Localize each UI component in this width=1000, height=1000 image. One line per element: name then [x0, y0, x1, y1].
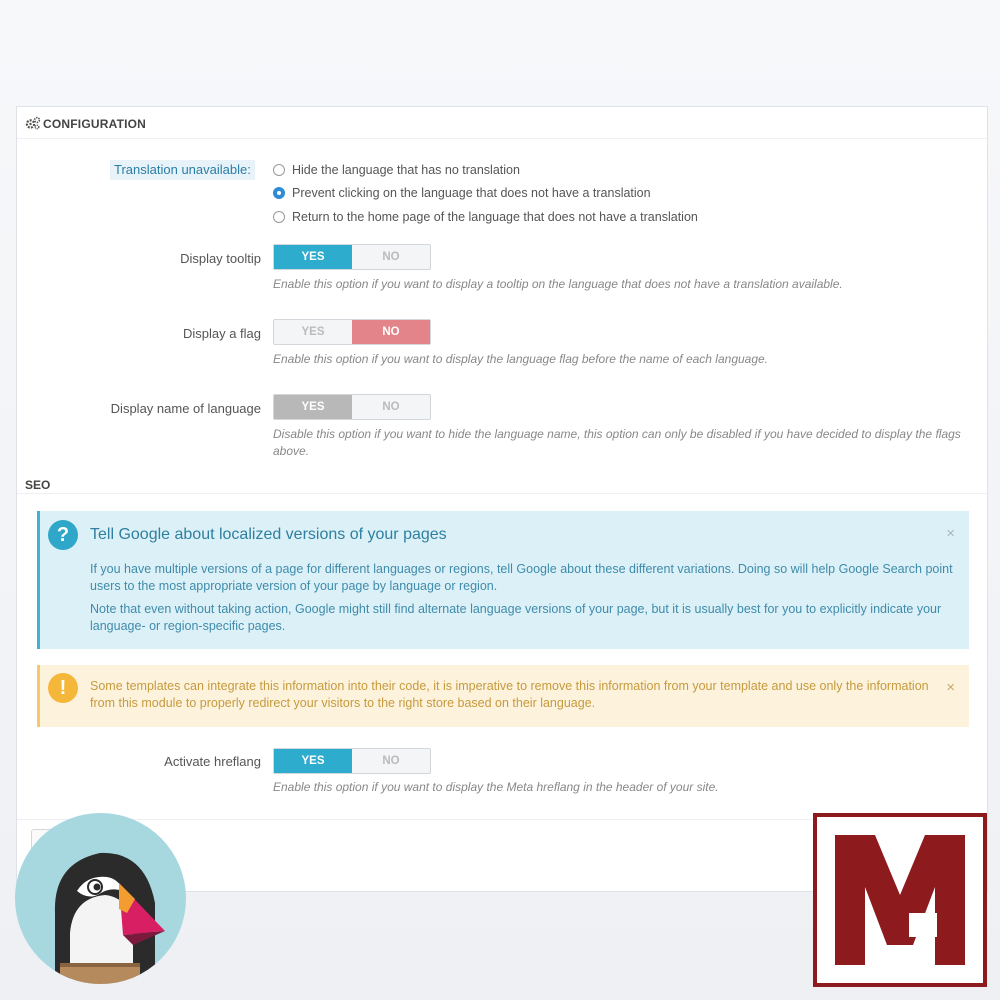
flag-no-option[interactable]: NO — [352, 320, 430, 344]
radio-button-checked[interactable] — [273, 187, 285, 199]
display-tooltip-switch[interactable] — [273, 244, 431, 270]
name-help-text: Disable this option if you want to hide the language name, this option can only be disabled if you have decided to display the flags above. — [273, 427, 961, 458]
warning-alert-text: Some templates can integrate this information into their code, it is imperative to remove this information from your template and use only the information from this module to properly redirect your visitors to the right store based on their language. — [90, 679, 929, 710]
section-divider — [17, 493, 987, 494]
activate-hreflang-switch[interactable] — [273, 748, 431, 774]
name-no-option[interactable]: NO — [382, 401, 400, 413]
info-alert-paragraph: If you have multiple versions of a page for different languages or regions, tell Google about these different variations. Doing so will help Google Search point users to the most appropriate version of your page by language or region. — [90, 562, 953, 593]
tooltip-yes-option[interactable]: YES — [274, 245, 352, 269]
tooltip-help-text: Enable this option if you want to display a tooltip on the language that does not have a translation available. — [273, 277, 843, 291]
flag-yes-option[interactable]: YES — [301, 326, 325, 338]
flag-help-text: Enable this option if you want to display the language flag before the name of each language. — [273, 352, 769, 366]
brand-logo — [813, 813, 987, 987]
display-name-switch[interactable] — [273, 394, 431, 420]
radio-label: Prevent clicking on the language that does not have a translation — [292, 186, 651, 200]
hreflang-no-option[interactable]: NO — [382, 755, 400, 767]
gears-icon — [25, 116, 41, 130]
configuration-panel — [16, 106, 988, 892]
warning-alert — [37, 665, 969, 727]
close-icon[interactable]: × — [946, 525, 955, 542]
info-alert-heading: Tell Google about localized versions of your pages — [90, 526, 447, 543]
display-tooltip-label: Display tooltip — [180, 251, 261, 266]
display-flag-switch[interactable] — [273, 319, 431, 345]
seo-section-title: SEO — [25, 478, 51, 492]
info-alert — [37, 511, 969, 649]
display-flag-label: Display a flag — [182, 326, 261, 341]
name-yes-option[interactable]: YES — [274, 395, 352, 419]
m-logo-icon — [817, 817, 983, 983]
radio-button[interactable] — [273, 164, 285, 176]
display-name-label: Display name of language — [110, 401, 261, 416]
hreflang-help-text: Enable this option if you want to display the Meta hreflang in the header of your site. — [273, 780, 719, 794]
exclamation-icon: ! — [48, 673, 78, 703]
prestashop-logo — [15, 813, 186, 984]
hreflang-yes-option[interactable]: YES — [274, 749, 352, 773]
info-alert-paragraph: Note that even without taking action, Google might still find alternate language versions of your page, but it is usually best for you to explicitly indicate your language- or region-specific pages. — [90, 602, 942, 633]
question-icon: ? — [48, 520, 78, 550]
activate-hreflang-label: Activate hreflang — [164, 754, 261, 769]
panel-title: CONFIGURATION — [43, 117, 147, 131]
tooltip-no-option[interactable]: NO — [382, 251, 400, 263]
radio-button[interactable] — [273, 211, 285, 223]
panel-heading — [17, 107, 987, 139]
radio-label: Return to the home page of the language that does not have a translation — [292, 210, 698, 224]
close-icon[interactable]: × — [946, 679, 955, 696]
puffin-icon — [15, 813, 186, 984]
radio-label: Hide the language that has no translation — [292, 163, 520, 177]
translation-unavailable-label: Translation unavailable: — [110, 160, 255, 180]
